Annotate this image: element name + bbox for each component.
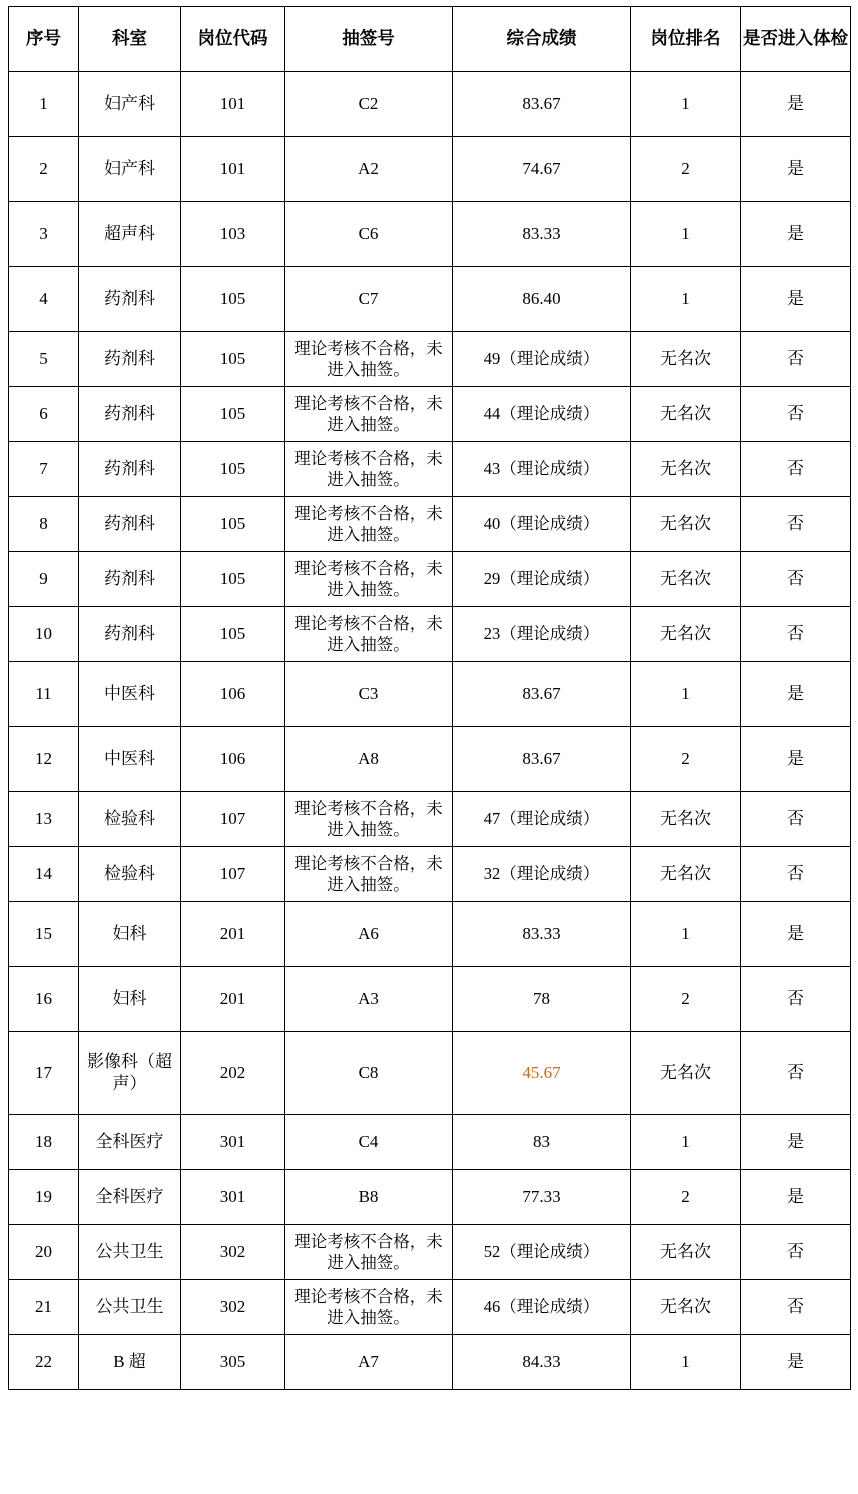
cell-post-code: 305 (181, 1335, 285, 1390)
cell-department: 公共卫生 (79, 1280, 181, 1335)
table-row (9, 1335, 851, 1390)
cell-index: 4 (9, 267, 79, 332)
cell-post-code: 105 (181, 552, 285, 607)
cell-post-code: 105 (181, 267, 285, 332)
cell-post-code: 201 (181, 902, 285, 967)
cell-total-score: 77.33 (453, 1170, 631, 1225)
cell-index: 13 (9, 792, 79, 847)
cell-department: 中医科 (79, 727, 181, 792)
cell-post-rank: 无名次 (631, 442, 741, 497)
cell-index: 10 (9, 607, 79, 662)
cell-department: 全科医疗 (79, 1170, 181, 1225)
cell-physical-exam: 否 (741, 967, 851, 1032)
table-row (9, 552, 851, 607)
cell-physical-exam: 是 (741, 902, 851, 967)
cell-physical-exam: 是 (741, 1170, 851, 1225)
cell-draw-number: 理论考核不合格，未进入抽签。 (285, 332, 453, 387)
cell-index: 11 (9, 662, 79, 727)
cell-draw-number: C6 (285, 202, 453, 267)
table-row (9, 267, 851, 332)
cell-post-code: 301 (181, 1115, 285, 1170)
cell-post-code: 105 (181, 607, 285, 662)
cell-department: 药剂科 (79, 332, 181, 387)
cell-total-score: 83.33 (453, 902, 631, 967)
cell-department: 超声科 (79, 202, 181, 267)
cell-index: 3 (9, 202, 79, 267)
column-header-physical: 是否进入体检 (741, 7, 851, 72)
cell-post-code: 107 (181, 847, 285, 902)
cell-physical-exam: 是 (741, 72, 851, 137)
column-header-code: 岗位代码 (181, 7, 285, 72)
cell-post-code: 101 (181, 72, 285, 137)
cell-index: 6 (9, 387, 79, 442)
cell-draw-number: C4 (285, 1115, 453, 1170)
cell-post-rank: 无名次 (631, 1225, 741, 1280)
column-header-dept: 科室 (79, 7, 181, 72)
cell-draw-number: A2 (285, 137, 453, 202)
cell-draw-number: 理论考核不合格，未进入抽签。 (285, 442, 453, 497)
table-row (9, 1225, 851, 1280)
cell-department: 公共卫生 (79, 1225, 181, 1280)
cell-post-rank: 1 (631, 1335, 741, 1390)
cell-physical-exam: 是 (741, 137, 851, 202)
cell-post-rank: 无名次 (631, 497, 741, 552)
cell-total-score: 74.67 (453, 137, 631, 202)
table-row (9, 387, 851, 442)
cell-draw-number: 理论考核不合格，未进入抽签。 (285, 552, 453, 607)
cell-post-rank: 2 (631, 967, 741, 1032)
table-row (9, 1032, 851, 1115)
cell-post-code: 201 (181, 967, 285, 1032)
cell-post-rank: 无名次 (631, 792, 741, 847)
cell-physical-exam: 否 (741, 1280, 851, 1335)
cell-total-score: 47（理论成绩） (453, 792, 631, 847)
cell-index: 1 (9, 72, 79, 137)
table-row (9, 1280, 851, 1335)
cell-department: 妇科 (79, 902, 181, 967)
cell-physical-exam: 否 (741, 442, 851, 497)
table-row (9, 332, 851, 387)
cell-post-code: 105 (181, 497, 285, 552)
table-row (9, 1170, 851, 1225)
cell-department: 全科医疗 (79, 1115, 181, 1170)
cell-physical-exam: 是 (741, 662, 851, 727)
cell-total-score: 84.33 (453, 1335, 631, 1390)
cell-post-rank: 1 (631, 662, 741, 727)
cell-post-code: 302 (181, 1280, 285, 1335)
cell-total-score: 32（理论成绩） (453, 847, 631, 902)
cell-draw-number: C7 (285, 267, 453, 332)
cell-post-rank: 无名次 (631, 387, 741, 442)
cell-index: 21 (9, 1280, 79, 1335)
table-row (9, 202, 851, 267)
cell-department: 妇产科 (79, 137, 181, 202)
cell-post-rank: 1 (631, 902, 741, 967)
cell-post-rank: 1 (631, 267, 741, 332)
cell-post-rank: 无名次 (631, 332, 741, 387)
cell-department: 妇科 (79, 967, 181, 1032)
column-header-draw: 抽签号 (285, 7, 453, 72)
table-row (9, 607, 851, 662)
table-row (9, 847, 851, 902)
cell-post-rank: 无名次 (631, 552, 741, 607)
cell-physical-exam: 是 (741, 267, 851, 332)
cell-physical-exam: 否 (741, 847, 851, 902)
cell-post-rank: 1 (631, 202, 741, 267)
cell-physical-exam: 否 (741, 792, 851, 847)
cell-post-rank: 无名次 (631, 847, 741, 902)
cell-post-rank: 无名次 (631, 1032, 741, 1115)
cell-total-score: 40（理论成绩） (453, 497, 631, 552)
results-table (8, 6, 851, 1390)
cell-total-score: 43（理论成绩） (453, 442, 631, 497)
cell-post-code: 107 (181, 792, 285, 847)
cell-index: 9 (9, 552, 79, 607)
cell-department: 药剂科 (79, 267, 181, 332)
cell-total-score: 83.67 (453, 727, 631, 792)
cell-post-code: 105 (181, 442, 285, 497)
cell-post-code: 101 (181, 137, 285, 202)
cell-post-rank: 2 (631, 727, 741, 792)
cell-total-score: 49（理论成绩） (453, 332, 631, 387)
cell-post-code: 106 (181, 727, 285, 792)
cell-department: 药剂科 (79, 442, 181, 497)
cell-physical-exam: 是 (741, 1115, 851, 1170)
cell-index: 5 (9, 332, 79, 387)
table-header (9, 7, 851, 72)
cell-draw-number: 理论考核不合格，未进入抽签。 (285, 1225, 453, 1280)
cell-total-score: 23（理论成绩） (453, 607, 631, 662)
cell-department: B 超 (79, 1335, 181, 1390)
cell-total-score: 83 (453, 1115, 631, 1170)
cell-index: 19 (9, 1170, 79, 1225)
column-header-index: 序号 (9, 7, 79, 72)
cell-department: 妇产科 (79, 72, 181, 137)
cell-department: 中医科 (79, 662, 181, 727)
cell-draw-number: B8 (285, 1170, 453, 1225)
cell-post-code: 302 (181, 1225, 285, 1280)
cell-post-rank: 无名次 (631, 1280, 741, 1335)
cell-department: 影像科（超声） (79, 1032, 181, 1115)
cell-total-score: 86.40 (453, 267, 631, 332)
cell-index: 8 (9, 497, 79, 552)
table-body (9, 72, 851, 1390)
table-row (9, 662, 851, 727)
cell-draw-number: A3 (285, 967, 453, 1032)
cell-draw-number: 理论考核不合格，未进入抽签。 (285, 847, 453, 902)
cell-index: 17 (9, 1032, 79, 1115)
cell-draw-number: A6 (285, 902, 453, 967)
table-row (9, 137, 851, 202)
cell-post-rank: 1 (631, 72, 741, 137)
table-row (9, 497, 851, 552)
cell-post-rank: 1 (631, 1115, 741, 1170)
cell-post-code: 103 (181, 202, 285, 267)
column-header-score: 综合成绩 (453, 7, 631, 72)
cell-physical-exam: 是 (741, 202, 851, 267)
cell-total-score: 83.67 (453, 72, 631, 137)
cell-draw-number: C3 (285, 662, 453, 727)
cell-physical-exam: 是 (741, 1335, 851, 1390)
cell-post-code: 105 (181, 332, 285, 387)
cell-total-score: 83.33 (453, 202, 631, 267)
cell-draw-number: 理论考核不合格，未进入抽签。 (285, 1280, 453, 1335)
cell-index: 16 (9, 967, 79, 1032)
cell-physical-exam: 否 (741, 1225, 851, 1280)
table-row (9, 72, 851, 137)
table-row (9, 1115, 851, 1170)
cell-draw-number: 理论考核不合格，未进入抽签。 (285, 497, 453, 552)
cell-draw-number: 理论考核不合格，未进入抽签。 (285, 792, 453, 847)
cell-physical-exam: 否 (741, 1032, 851, 1115)
cell-post-code: 301 (181, 1170, 285, 1225)
cell-total-score: 44（理论成绩） (453, 387, 631, 442)
cell-index: 14 (9, 847, 79, 902)
cell-department: 检验科 (79, 792, 181, 847)
cell-department: 药剂科 (79, 552, 181, 607)
table-row (9, 792, 851, 847)
cell-post-rank: 无名次 (631, 607, 741, 662)
cell-physical-exam: 否 (741, 387, 851, 442)
cell-index: 20 (9, 1225, 79, 1280)
cell-index: 18 (9, 1115, 79, 1170)
cell-department: 检验科 (79, 847, 181, 902)
cell-index: 12 (9, 727, 79, 792)
cell-index: 15 (9, 902, 79, 967)
cell-post-rank: 2 (631, 137, 741, 202)
cell-department: 药剂科 (79, 607, 181, 662)
table-header-row (9, 7, 851, 72)
cell-total-score: 45.67 (453, 1032, 631, 1115)
cell-total-score: 83.67 (453, 662, 631, 727)
column-header-rank: 岗位排名 (631, 7, 741, 72)
cell-department: 药剂科 (79, 497, 181, 552)
cell-draw-number: A7 (285, 1335, 453, 1390)
cell-draw-number: A8 (285, 727, 453, 792)
cell-department: 药剂科 (79, 387, 181, 442)
cell-post-code: 106 (181, 662, 285, 727)
cell-post-code: 105 (181, 387, 285, 442)
cell-total-score: 29（理论成绩） (453, 552, 631, 607)
cell-index: 2 (9, 137, 79, 202)
cell-draw-number: 理论考核不合格，未进入抽签。 (285, 387, 453, 442)
cell-draw-number: C8 (285, 1032, 453, 1115)
cell-total-score: 46（理论成绩） (453, 1280, 631, 1335)
cell-index: 7 (9, 442, 79, 497)
cell-post-rank: 2 (631, 1170, 741, 1225)
cell-physical-exam: 是 (741, 727, 851, 792)
cell-draw-number: C2 (285, 72, 453, 137)
cell-post-code: 202 (181, 1032, 285, 1115)
cell-draw-number: 理论考核不合格，未进入抽签。 (285, 607, 453, 662)
table-row (9, 967, 851, 1032)
cell-index: 22 (9, 1335, 79, 1390)
cell-physical-exam: 否 (741, 552, 851, 607)
table-row (9, 902, 851, 967)
cell-total-score: 52（理论成绩） (453, 1225, 631, 1280)
cell-physical-exam: 否 (741, 497, 851, 552)
table-row (9, 442, 851, 497)
table-row (9, 727, 851, 792)
cell-physical-exam: 否 (741, 332, 851, 387)
cell-total-score: 78 (453, 967, 631, 1032)
cell-physical-exam: 否 (741, 607, 851, 662)
